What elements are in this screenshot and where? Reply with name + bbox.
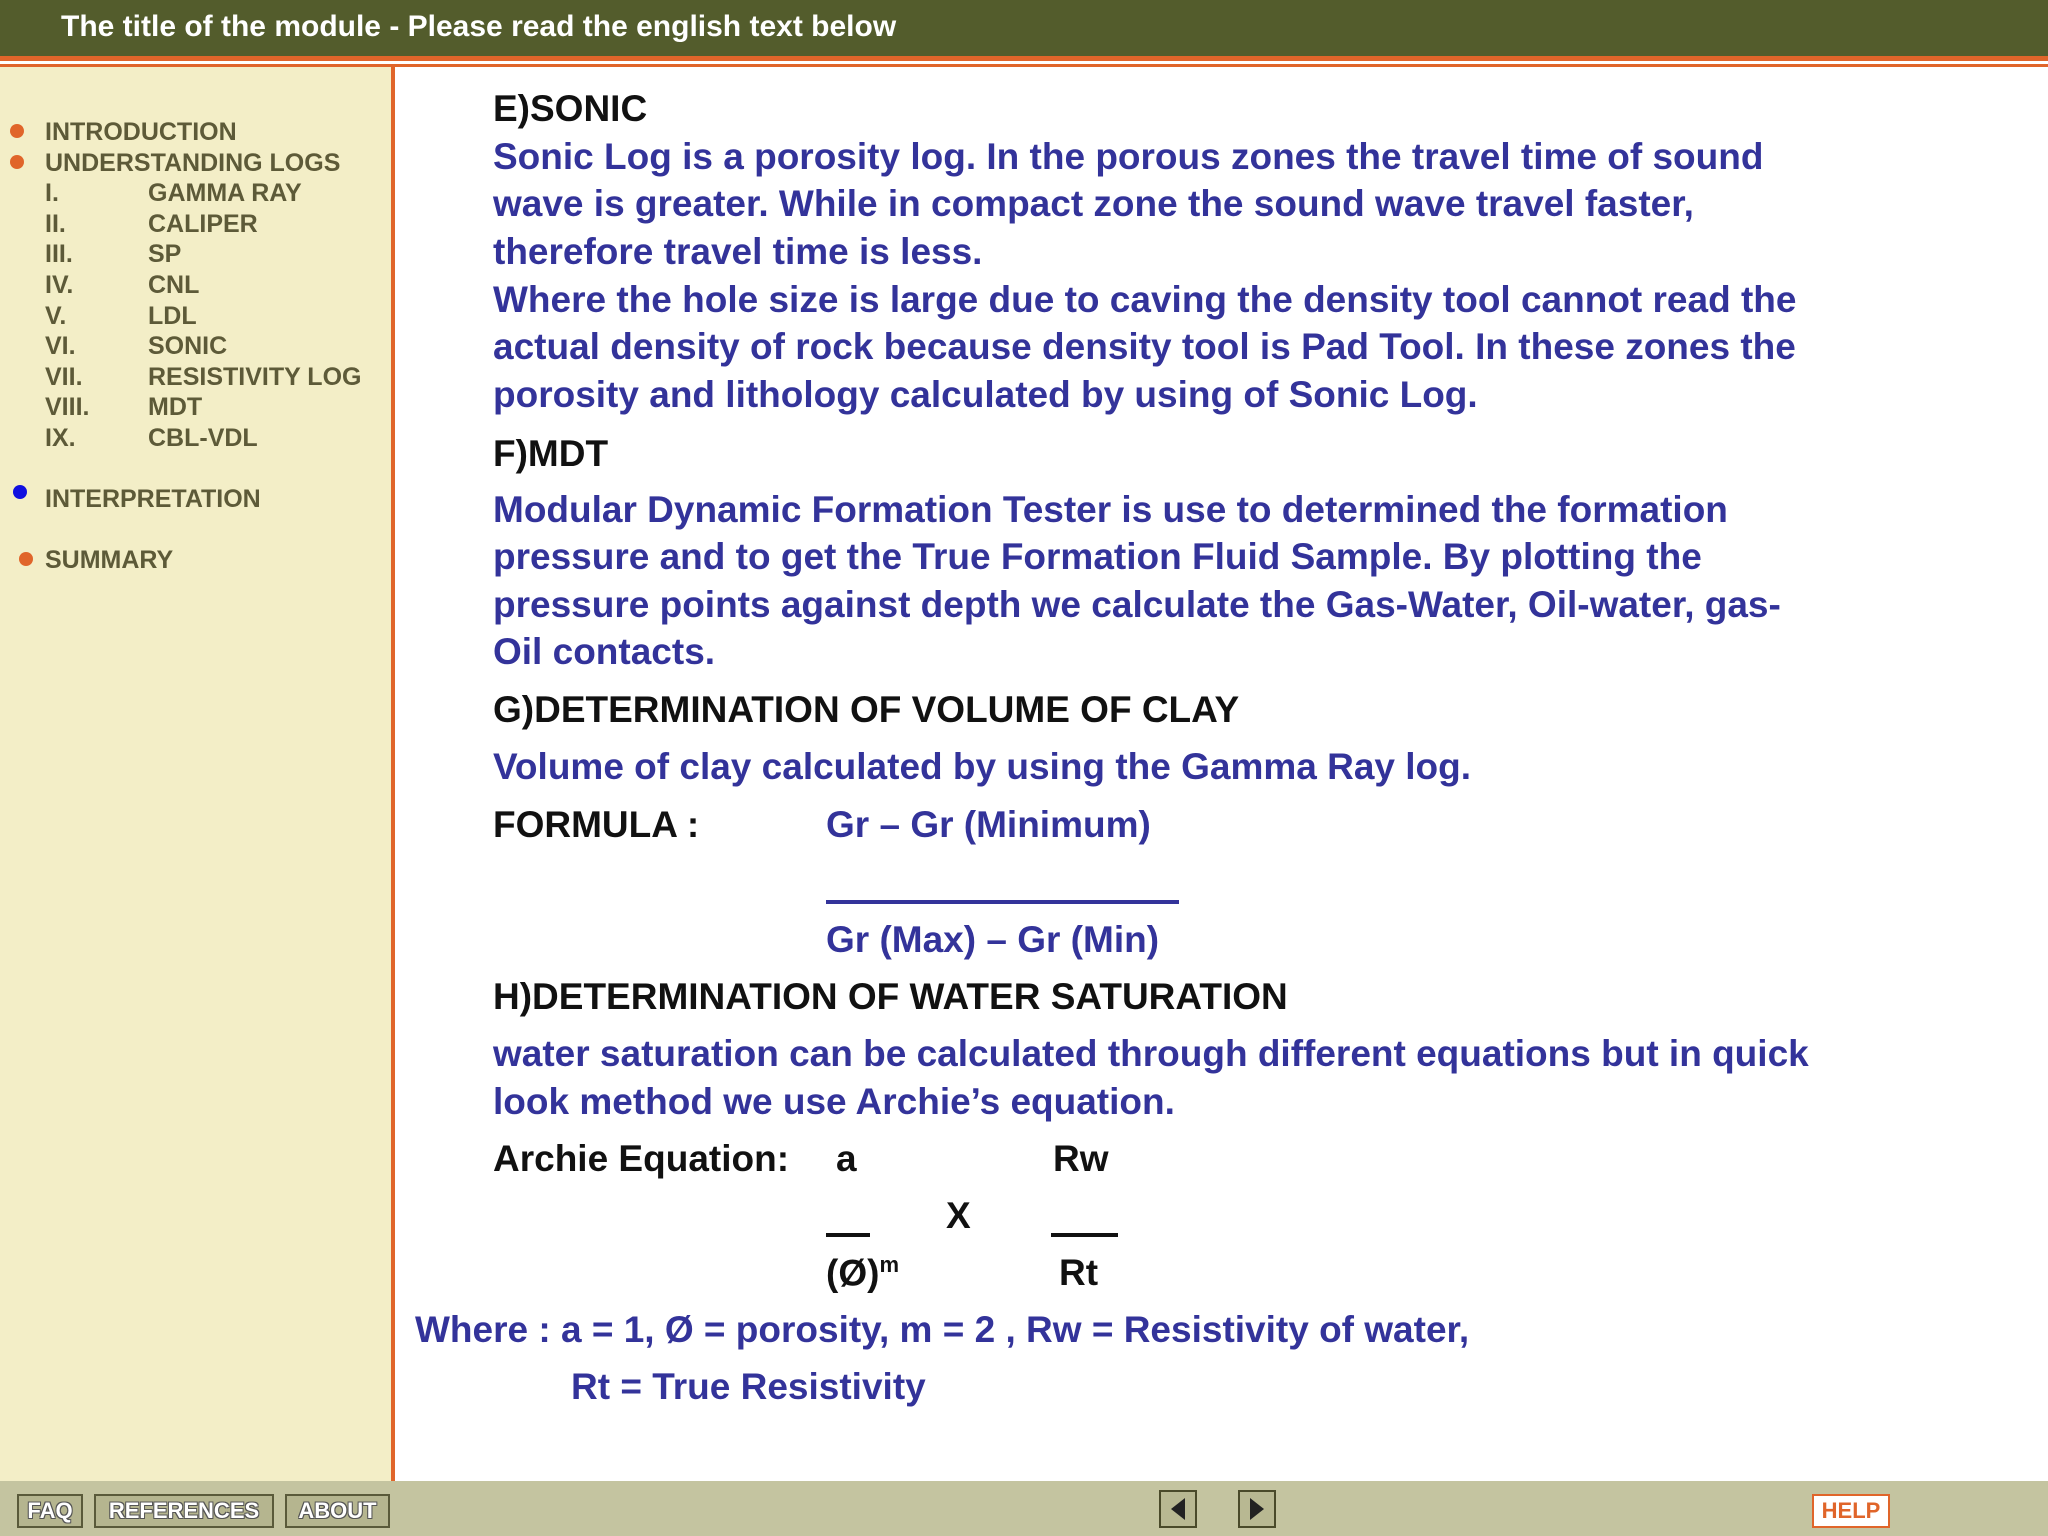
nav-number: II.: [45, 210, 66, 238]
where-line: Where : a = 1, Ø = porosity, m = 2 , Rw = Resistivity of water,: [415, 1309, 1470, 1350]
mdt-heading: F)MDT: [493, 433, 609, 474]
nav-label: CALIPER: [148, 210, 258, 238]
archie-a: a: [836, 1138, 857, 1179]
help-button[interactable]: HELP: [1812, 1494, 1890, 1528]
fraction-bar: [1051, 1233, 1118, 1237]
water-heading: H)DETERMINATION OF WATER SATURATION: [493, 976, 1288, 1017]
sonic-text-line: actual density of rock because density tool is Pad Tool. In these zones the: [493, 326, 1796, 367]
nav-label: GAMMA RAY: [148, 179, 302, 207]
formula-denominator: Gr (Max) – Gr (Min): [826, 919, 1160, 960]
nav-label: MDT: [148, 393, 203, 421]
header-divider: [0, 56, 2048, 61]
nav-number: IX.: [45, 424, 76, 452]
sonic-text-line: therefore travel time is less.: [493, 231, 983, 272]
bullet-icon: [10, 155, 24, 169]
nav-understanding-logs[interactable]: UNDERSTANDING LOGS: [45, 149, 341, 177]
fraction-bar: [826, 1233, 870, 1237]
archie-phi: [826, 1252, 899, 1294]
archie-phi-base: (Ø): [826, 1252, 880, 1294]
formula-numerator: Gr – Gr (Minimum): [826, 804, 1151, 845]
water-text-line: water saturation can be calculated through different equations but in quick: [493, 1033, 1809, 1074]
nav-number: VIII.: [45, 393, 90, 421]
nav-label: LDL: [148, 302, 197, 330]
nav-number: III.: [45, 240, 73, 268]
sonic-heading: E)SONIC: [493, 88, 648, 129]
nav-introduction[interactable]: INTRODUCTION: [45, 118, 237, 146]
clay-text: Volume of clay calculated by using the Gamma Ray log.: [493, 746, 1472, 787]
next-button[interactable]: [1238, 1490, 1276, 1528]
nav-label: CNL: [148, 271, 200, 299]
formula-label: FORMULA :: [493, 804, 700, 845]
clay-heading: G)DETERMINATION OF VOLUME OF CLAY: [493, 689, 1240, 730]
fraction-bar: [826, 900, 1179, 904]
sonic-text-line: wave is greater. While in compact zone the sound wave travel faster,: [493, 183, 1694, 224]
archie-rw: Rw: [1053, 1138, 1109, 1179]
archie-label: Archie Equation:: [493, 1138, 790, 1179]
nav-label: SP: [148, 240, 182, 268]
nav-label: CBL-VDL: [148, 424, 258, 452]
sonic-text-line: Where the hole size is large due to caving the density tool cannot read the: [493, 279, 1797, 320]
nav-number: IV.: [45, 271, 74, 299]
sonic-text-line: porosity and lithology calculated by using of Sonic Log.: [493, 374, 1478, 415]
title-bar: [0, 0, 2048, 56]
bullet-icon: [19, 552, 33, 566]
triangle-left-icon: [1161, 1492, 1195, 1526]
nav-interpretation[interactable]: INTERPRETATION: [45, 485, 261, 513]
nav-number: I.: [45, 179, 59, 207]
nav-number: VI.: [45, 332, 76, 360]
where-line: Rt = True Resistivity: [571, 1366, 926, 1407]
faq-button[interactable]: FAQ: [17, 1494, 83, 1528]
archie-m-exponent: m: [879, 1252, 899, 1277]
mdt-text-line: Oil contacts.: [493, 631, 716, 672]
about-button[interactable]: ABOUT: [285, 1494, 390, 1528]
archie-rt: Rt: [1059, 1252, 1099, 1293]
references-button[interactable]: REFERENCES: [94, 1494, 274, 1528]
mdt-text-line: Modular Dynamic Formation Tester is use to determined the formation: [493, 489, 1728, 530]
bullet-icon: [10, 124, 24, 138]
nav-number: V.: [45, 302, 67, 330]
nav-label: RESISTIVITY LOG: [148, 363, 362, 391]
sidebar-border: [391, 67, 395, 1481]
water-text-line: look method we use Archie’s equation.: [493, 1081, 1175, 1122]
triangle-right-icon: [1240, 1492, 1274, 1526]
nav-label: SONIC: [148, 332, 228, 360]
archie-times: X: [946, 1195, 971, 1236]
mdt-text-line: pressure points against depth we calculate the Gas-Water, Oil-water, gas-: [493, 584, 1781, 625]
nav-number: VII.: [45, 363, 83, 391]
mdt-text-line: pressure and to get the True Formation Fluid Sample. By plotting the: [493, 536, 1702, 577]
previous-button[interactable]: [1159, 1490, 1197, 1528]
sonic-text-line: Sonic Log is a porosity log. In the porous zones the travel time of sound: [493, 136, 1764, 177]
bullet-icon: [13, 485, 27, 499]
module-title: The title of the module - Please read the english text below: [61, 10, 897, 43]
nav-summary[interactable]: SUMMARY: [45, 546, 174, 574]
